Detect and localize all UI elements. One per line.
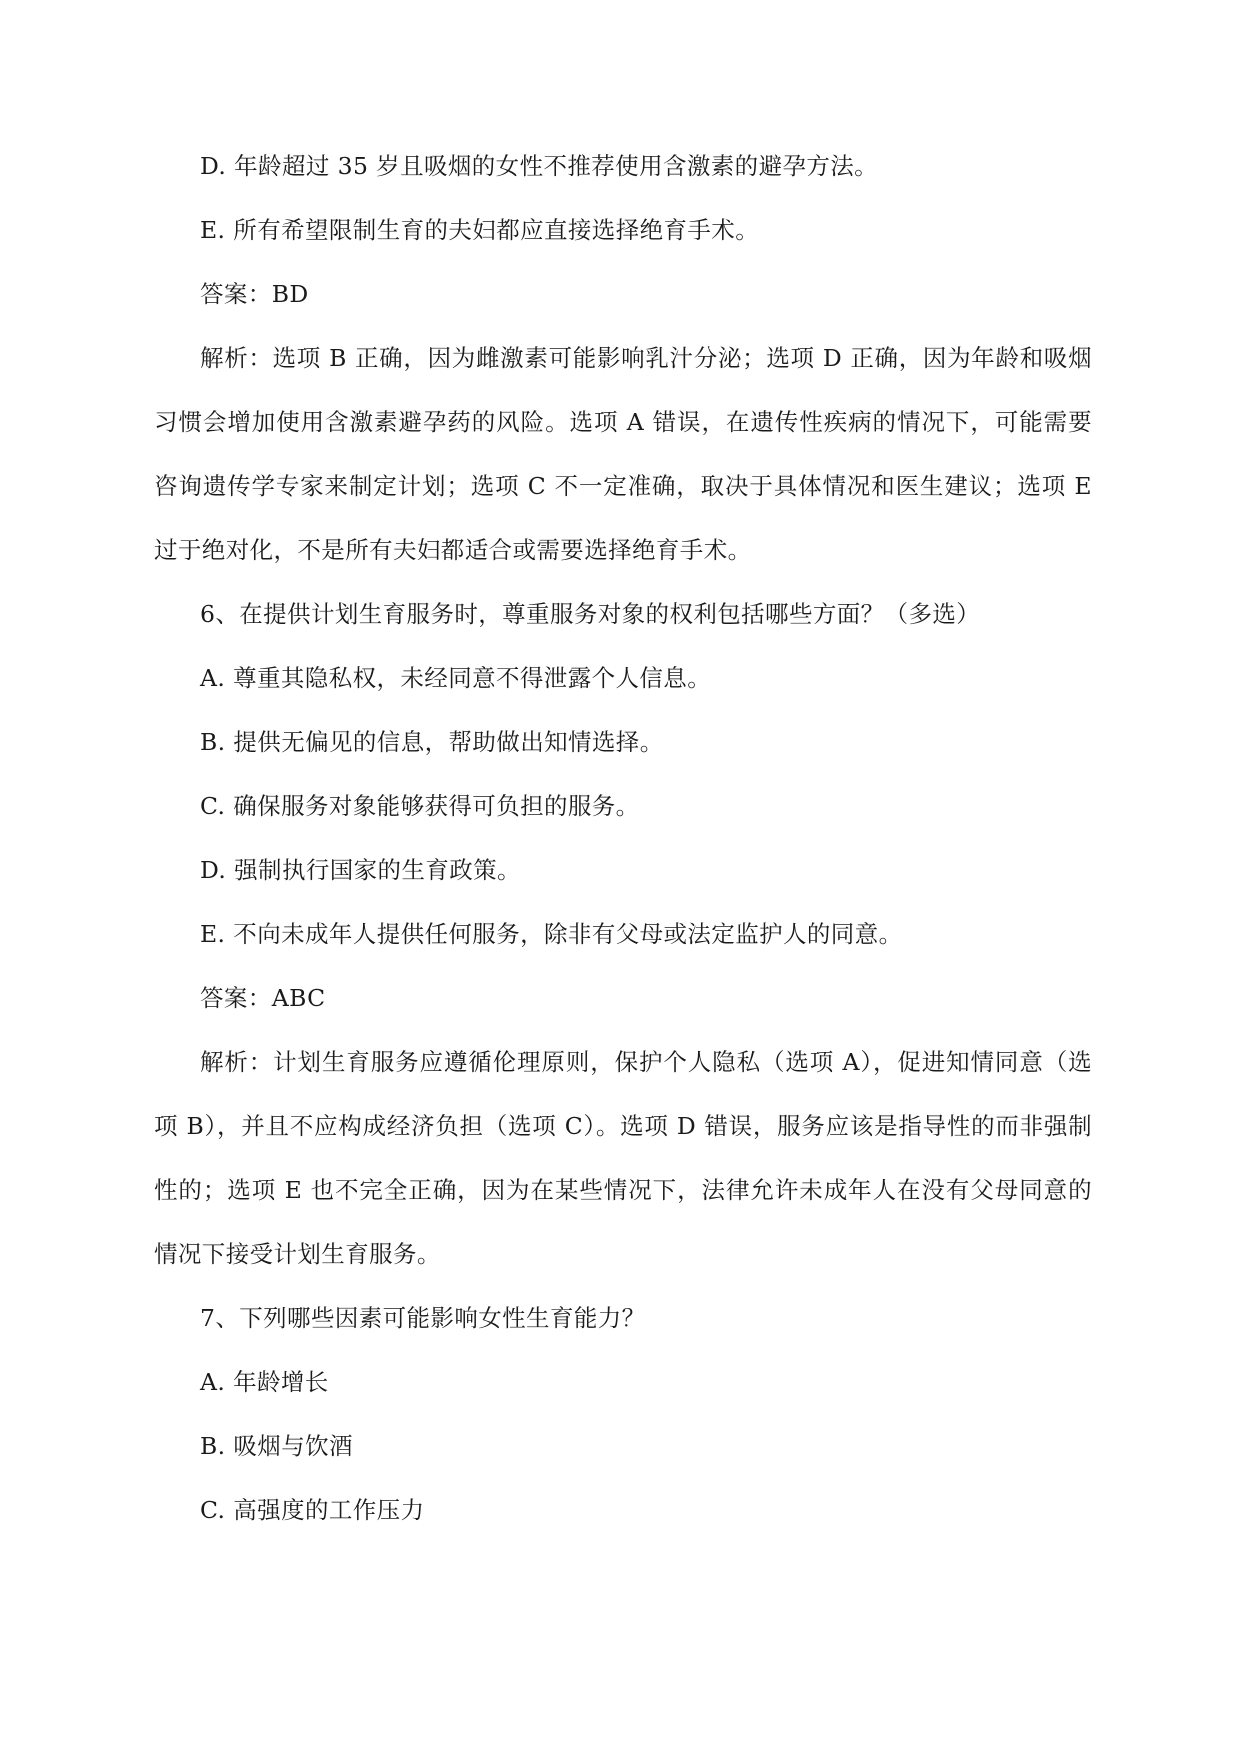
q7-option-a: A. 年龄增长	[200, 1368, 329, 1396]
q6-option-b: B. 提供无偏见的信息，帮助做出知情选择。	[200, 728, 664, 756]
q6-option-d: D. 强制执行国家的生育政策。	[200, 856, 521, 884]
q6-option-c: C. 确保服务对象能够获得可负担的服务。	[200, 792, 640, 820]
q7-option-b: B. 吸烟与饮酒	[200, 1432, 353, 1460]
q6-analysis: 解析：计划生育服务应遵循伦理原则，保护个人隐私（选项 A），促进知情同意（选项 B），并且不应构成经济负担（选项 C）。选项 D 错误，服务应该是指导性的而非强制性的；选项 E 也不完全正确，因为在某些情况下，法律允许未成年人在没有父母同意的情况下接受计划生育服务。	[154, 1048, 1092, 1268]
q6-option-e: E. 不向未成年人提供任何服务，除非有父母或法定监护人的同意。	[200, 920, 903, 948]
q5-option-d: D. 年龄超过 35 岁且吸烟的女性不推荐使用含激素的避孕方法。	[200, 152, 879, 180]
q5-option-e: E. 所有希望限制生育的夫妇都应直接选择绝育手术。	[200, 216, 760, 244]
q5-analysis: 解析：选项 B 正确，因为雌激素可能影响乳汁分泌；选项 D 正确，因为年龄和吸烟习惯会增加使用含激素避孕药的风险。选项 A 错误，在遗传性疾病的情况下，可能需要咨询遗传学专家来制定计划；选项 C 不一定准确，取决于具体情况和医生建议；选项 E 过于绝对化，不是所有夫妇都适合或需要选择绝育手术。	[154, 344, 1092, 564]
q6-question: 6、在提供计划生育服务时，尊重服务对象的权利包括哪些方面？（多选）	[200, 600, 981, 628]
q6-option-a: A. 尊重其隐私权，未经同意不得泄露个人信息。	[200, 664, 712, 692]
q7-question: 7、下列哪些因素可能影响女性生育能力？	[200, 1304, 646, 1332]
q6-answer: 答案：ABC	[200, 984, 326, 1012]
q7-option-c: C. 高强度的工作压力	[200, 1496, 425, 1524]
q5-answer: 答案：BD	[200, 280, 309, 308]
